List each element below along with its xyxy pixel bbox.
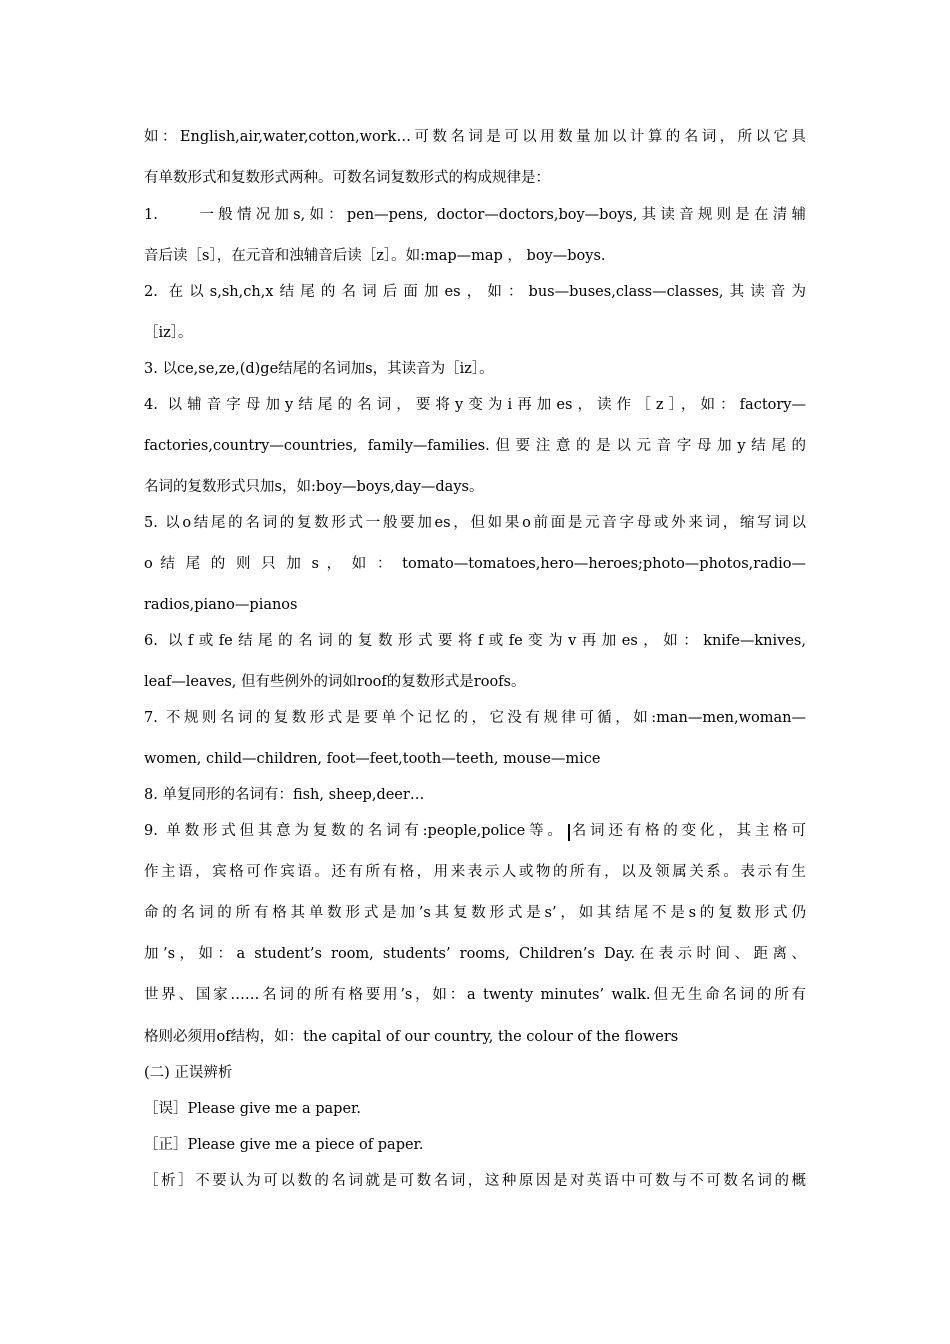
text-line: 如：English,air,water,cotton,work…可数名词是可以用数量加以计算的名词，所以它具 bbox=[144, 129, 806, 145]
text-line: ［iz］。 bbox=[144, 325, 193, 341]
bracket-mark-icon bbox=[568, 824, 570, 841]
text-line: factories,country—countries, family—families.但要注意的是以元音字母加y结尾的 bbox=[144, 438, 806, 454]
text-line: ［正］Please give me a piece of paper. bbox=[144, 1137, 424, 1153]
text-line: 6. 以f或fe结尾的名词的复数形式要将f或fe变为v再加es，如：knife—knives, bbox=[144, 633, 806, 649]
text-line: 加’s，如：a student’s room, students’ rooms, Children’s Day.在表示时间、距离、 bbox=[144, 946, 806, 962]
text-line: 音后读［s］，在元音和浊辅音后读［z］。如:map—map ， boy—boys. bbox=[144, 248, 606, 264]
text-line: 1. 一般情况加s,如：pen—pens, doctor—doctors,boy—boys,其读音规则是在清辅 bbox=[144, 207, 806, 223]
text-line: ［误］Please give me a paper. bbox=[144, 1101, 361, 1117]
text-line: o 结 尾 的 则 只 加 s ， 如 ： tomato—tomatoes,hero—heroes;photo—photos,radio— bbox=[144, 556, 806, 572]
text-line: 8. 单复同形的名词有：fish, sheep,deer… bbox=[144, 787, 425, 803]
text-line: 格则必须用of结构，如：the capital of our country, the colour of the flowers bbox=[144, 1029, 679, 1045]
text-line: 7. 不规则名词的复数形式是要单个记忆的，它没有规律可循，如:man—men,woman— bbox=[144, 710, 806, 726]
section-heading: (二) 正误辨析 bbox=[144, 1065, 233, 1081]
text-line bbox=[144, 821, 806, 841]
text-line: 作主语，宾格可作宾语。还有所有格，用来表示人或物的所有，以及领属关系。表示有生 bbox=[144, 864, 806, 880]
text-line: 3. 以ce,se,ze,(d)ge结尾的名词加s，其读音为［iz］。 bbox=[144, 361, 494, 377]
text-line: 2. 在以s,sh,ch,x结尾的名词后面加es，如：bus—buses,class—classes,其读音为 bbox=[144, 284, 806, 300]
text-line: 5. 以o结尾的名词的复数形式一般要加es，但如果o前面是元音字母或外来词，缩写词以 bbox=[144, 515, 806, 531]
text-line: 名词的复数形式只加s，如:boy—boys,day—days。 bbox=[144, 479, 484, 495]
text-line-part: 9. 单数形式但其意为复数的名词有:people,police等。 bbox=[144, 823, 566, 839]
text-line-part: 名词还有格的变化，其主格可 bbox=[571, 823, 806, 839]
text-line: radios,piano—pianos bbox=[144, 597, 298, 613]
text-line: ［析］不要认为可以数的名词就是可数名词，这种原因是对英语中可数与不可数名词的概 bbox=[144, 1173, 806, 1189]
text-line: 命的名词的所有格其单数形式是加’s其复数形式是s’，如其结尾不是s的复数形式仍 bbox=[144, 905, 806, 921]
text-line: 有单数形式和复数形式两种。可数名词复数形式的构成规律是： bbox=[144, 170, 550, 186]
text-line: women, child—children, foot—feet,tooth—teeth, mouse—mice bbox=[144, 751, 601, 767]
text-line: 4. 以辅音字母加y结尾的名词，要将y变为i再加es，读作［z］，如：factory— bbox=[144, 397, 806, 413]
text-line: 世界、国家……名词的所有格要用’s，如：a twenty minutes’ walk.但无生命名词的所有 bbox=[144, 987, 806, 1003]
text-line: leaf—leaves, 但有些例外的词如roof的复数形式是roofs。 bbox=[144, 674, 526, 690]
